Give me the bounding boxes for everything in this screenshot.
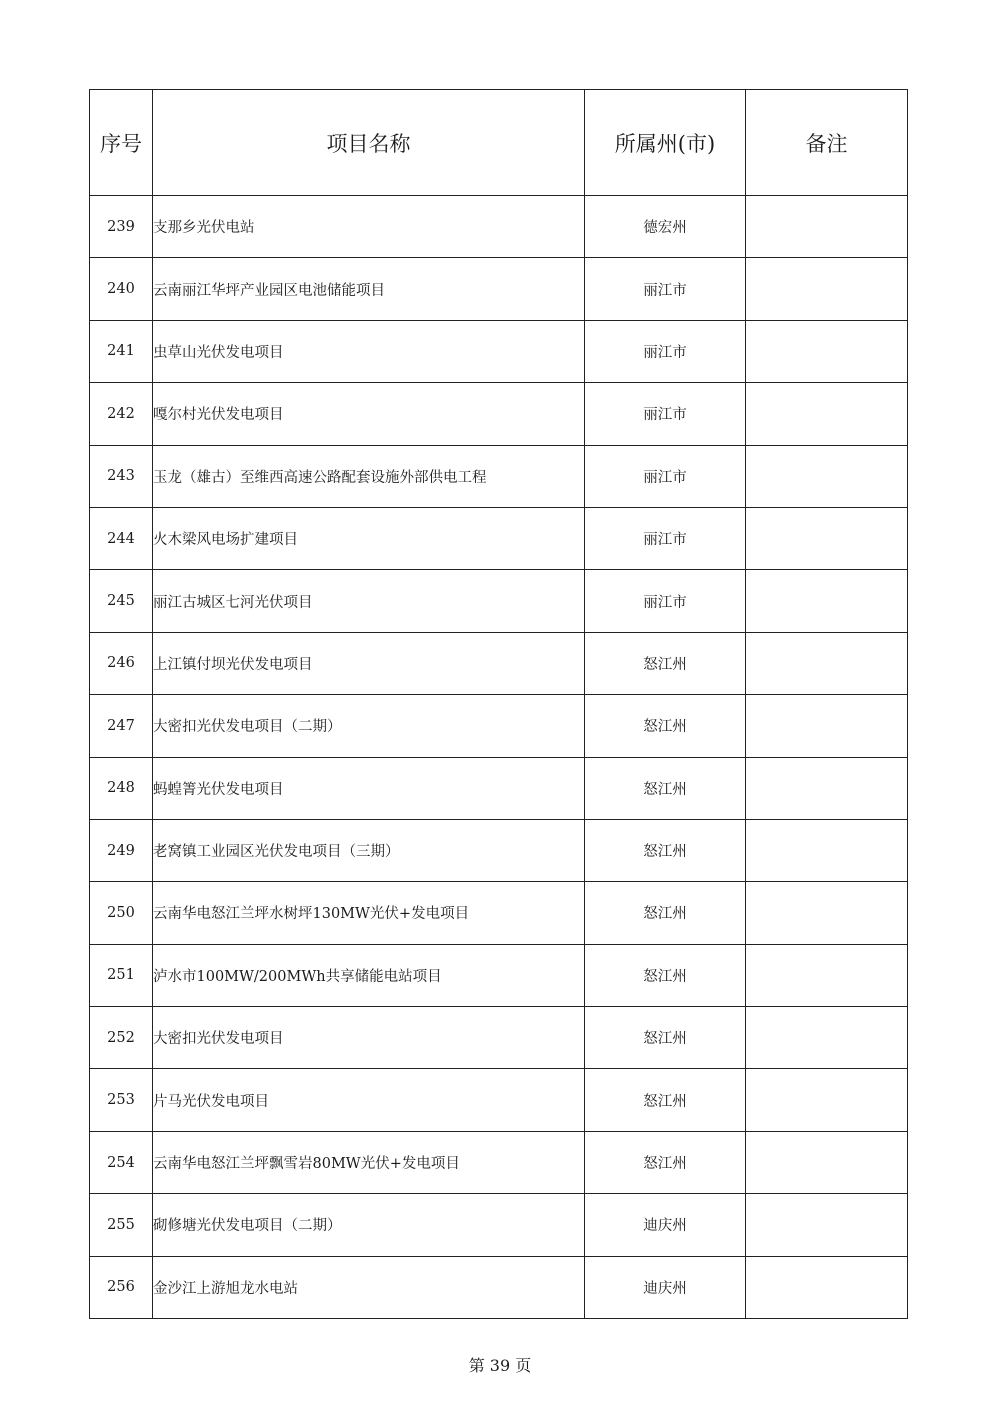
project-name-cell: 虫草山光伏发电项目 [153,320,585,382]
table-row [90,258,908,320]
project-name-cell: 大密扣光伏发电项目（二期） [153,695,585,757]
serial-number-cell: 253 [90,1069,153,1131]
table-row [90,1007,908,1069]
table-row [90,1194,908,1256]
table-header [90,90,908,196]
prefecture-city-cell: 迪庆州 [585,1194,746,1256]
remarks-cell [746,819,908,881]
serial-number-cell: 247 [90,695,153,757]
prefecture-city-cell: 怒江州 [585,632,746,694]
remarks-cell [746,1069,908,1131]
table-row [90,1256,908,1318]
project-name-cell: 大密扣光伏发电项目 [153,1007,585,1069]
table-row [90,1069,908,1131]
prefecture-city-cell: 怒江州 [585,695,746,757]
prefecture-city-cell: 丽江市 [585,570,746,632]
prefecture-city-cell: 丽江市 [585,507,746,569]
table-row [90,632,908,694]
prefecture-city-cell: 丽江市 [585,320,746,382]
serial-number-cell: 252 [90,1007,153,1069]
table-row [90,944,908,1006]
remarks-cell [746,1007,908,1069]
remarks-cell [746,1256,908,1318]
table-row [90,695,908,757]
serial-number-cell: 251 [90,944,153,1006]
remarks-cell [746,445,908,507]
project-name-cell: 嘎尔村光伏发电项目 [153,383,585,445]
prefecture-city-cell: 丽江市 [585,445,746,507]
project-name-cell: 泸水市100MW/200MWh共享储能电站项目 [153,944,585,1006]
remarks-cell [746,383,908,445]
table-row [90,1131,908,1193]
table-row [90,507,908,569]
project-table [89,89,908,1319]
table-row [90,819,908,881]
prefecture-city-cell: 丽江市 [585,383,746,445]
remarks-cell [746,1194,908,1256]
serial-number-cell: 243 [90,445,153,507]
remarks-cell [746,196,908,258]
serial-number-cell: 250 [90,882,153,944]
serial-number-cell: 249 [90,819,153,881]
project-name-cell: 上江镇付坝光伏发电项目 [153,632,585,694]
serial-number-cell: 254 [90,1131,153,1193]
project-name-cell: 金沙江上游旭龙水电站 [153,1256,585,1318]
prefecture-city-cell: 德宏州 [585,196,746,258]
remarks-cell [746,570,908,632]
remarks-cell [746,695,908,757]
table-row [90,445,908,507]
prefecture-city-cell: 怒江州 [585,1069,746,1131]
header-prefecture-city: 所属州(市) [585,90,746,196]
table-row [90,757,908,819]
remarks-cell [746,1131,908,1193]
project-name-cell: 火木梁风电场扩建项目 [153,507,585,569]
project-name-cell: 云南华电怒江兰坪飘雪岩80MW光伏+发电项目 [153,1131,585,1193]
remarks-cell [746,757,908,819]
remarks-cell [746,320,908,382]
project-name-cell: 片马光伏发电项目 [153,1069,585,1131]
serial-number-cell: 255 [90,1194,153,1256]
serial-number-cell: 242 [90,383,153,445]
table-body [90,196,908,1319]
prefecture-city-cell: 怒江州 [585,944,746,1006]
remarks-cell [746,944,908,1006]
prefecture-city-cell: 怒江州 [585,819,746,881]
table-row [90,196,908,258]
serial-number-cell: 246 [90,632,153,694]
table-row [90,383,908,445]
serial-number-cell: 256 [90,1256,153,1318]
serial-number-cell: 245 [90,570,153,632]
project-name-cell: 丽江古城区七河光伏项目 [153,570,585,632]
prefecture-city-cell: 怒江州 [585,882,746,944]
serial-number-cell: 239 [90,196,153,258]
remarks-cell [746,882,908,944]
prefecture-city-cell: 丽江市 [585,258,746,320]
project-name-cell: 云南丽江华坪产业园区电池储能项目 [153,258,585,320]
header-project-name: 项目名称 [153,90,585,196]
prefecture-city-cell: 怒江州 [585,1007,746,1069]
project-name-cell: 蚂蝗箐光伏发电项目 [153,757,585,819]
prefecture-city-cell: 怒江州 [585,757,746,819]
prefecture-city-cell: 怒江州 [585,1131,746,1193]
project-name-cell: 砌修塘光伏发电项目（二期） [153,1194,585,1256]
page-number: 第 39 页 [468,1356,532,1375]
serial-number-cell: 240 [90,258,153,320]
project-name-cell: 云南华电怒江兰坪水树坪130MW光伏+发电项目 [153,882,585,944]
project-name-cell: 支那乡光伏电站 [153,196,585,258]
table-row [90,570,908,632]
table-row [90,882,908,944]
prefecture-city-cell: 迪庆州 [585,1256,746,1318]
table-row [90,320,908,382]
remarks-cell [746,632,908,694]
header-row [90,90,908,196]
project-name-cell: 老窝镇工业园区光伏发电项目（三期） [153,819,585,881]
remarks-cell [746,258,908,320]
header-remarks: 备注 [746,90,908,196]
header-serial-number: 序号 [90,90,153,196]
serial-number-cell: 244 [90,507,153,569]
project-name-cell: 玉龙（雄古）至维西高速公路配套设施外部供电工程 [153,445,585,507]
serial-number-cell: 241 [90,320,153,382]
remarks-cell [746,507,908,569]
serial-number-cell: 248 [90,757,153,819]
